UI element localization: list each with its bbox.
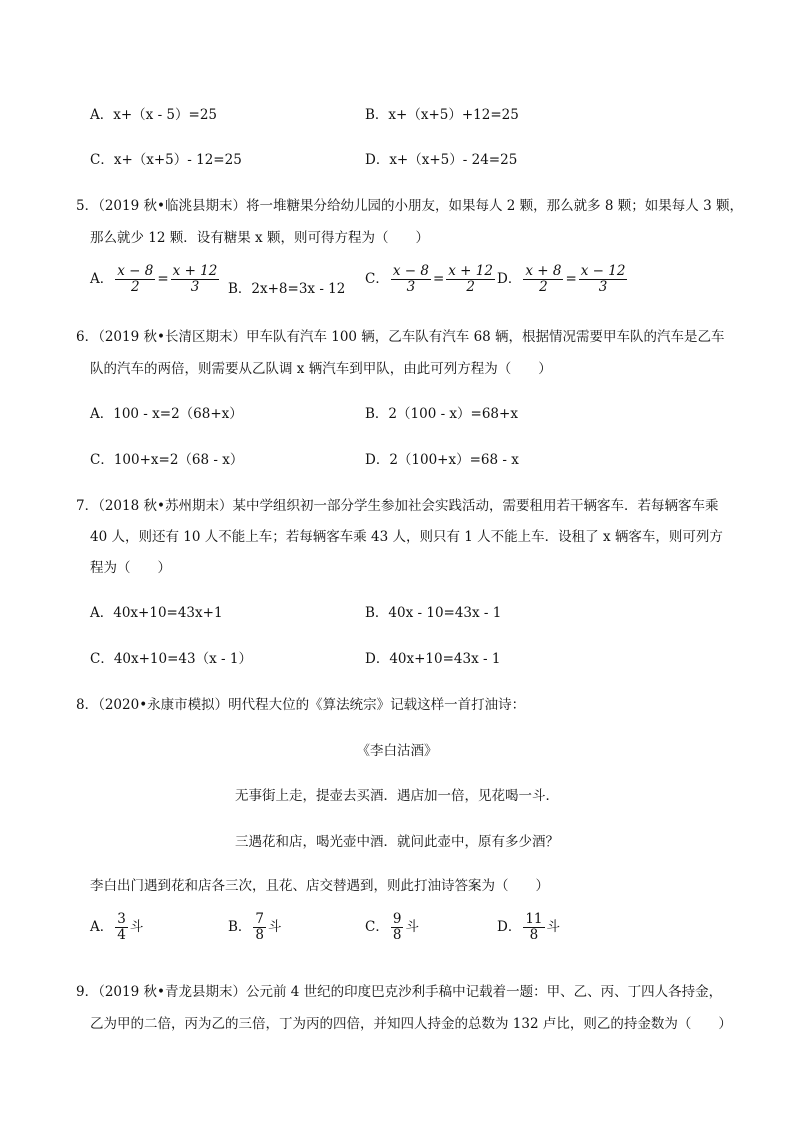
q5-option-a: A． $\frac{x - 8}{2}$ = $\frac{x + 12}{3}$ xyxy=(90,263,218,295)
q6-option-a: A．100 - x=2（68+x） xyxy=(90,406,243,422)
q7-stem-line1: 7．（2018 秋•苏州期末）某中学组织初一部分学生参加社会实践活动，需要租用若干辆客车．若每辆客车乘 xyxy=(76,498,719,514)
q5-a-frac2: $\frac{x + 12}{3}$ xyxy=(172,263,218,295)
q7-option-b: B．40x - 10=43x - 1 xyxy=(365,605,502,621)
q7-stem-line2: 40 人，则还有 10 人不能上车；若每辆客车乘 43 人，则只有 1 人不能上车．设租了 x 辆客车，则可列方 xyxy=(90,529,723,545)
q5-c-frac1: $\frac{x - 8}{3}$ xyxy=(392,263,429,295)
q6-option-c: C．100+x=2（68 - x） xyxy=(90,452,244,468)
q5-option-b: B．2x+8=3x - 12 xyxy=(228,281,346,297)
q8-option-d: D． $\frac{11}{8}$ 斗 xyxy=(497,911,561,943)
q6-stem-line1: 6．（2019 秋•长清区期末）甲车队有汽车 100 辆，乙车队有汽车 68 辆，根据情况需要甲车队的汽车是乙车 xyxy=(76,329,725,345)
poem-verse-2: 三遇花和店，喝光壶中酒．就问此壶中，原有多少酒？ xyxy=(235,834,559,850)
poem-title: 《李白沽酒》 xyxy=(356,743,438,759)
q8-option-b: B． $\frac{7}{8}$ 斗 xyxy=(228,911,282,943)
q5-a-frac1: $\frac{x - 8}{2}$ xyxy=(117,263,154,295)
q7-option-d: D．40x+10=43x - 1 xyxy=(365,651,501,667)
q4-option-a: A．x+（x - 5）=25 xyxy=(90,107,218,123)
q8-option-c: C． $\frac{9}{8}$ 斗 xyxy=(365,911,419,943)
q8-option-a: A． $\frac{3}{4}$ 斗 xyxy=(90,911,144,943)
q6-option-d: D．2（100+x）=68 - x xyxy=(365,452,519,468)
q5-option-c-label: C． xyxy=(365,271,389,287)
q5-stem-line2: 那么就少 12 颗．设有糖果 x 颗，则可得方程为（ ） xyxy=(90,230,429,246)
q5-option-d: D． $\frac{x + 8}{2}$ = $\frac{x - 12}{3}$ xyxy=(497,263,626,295)
q8-question: 李白出门遇到花和店各三次，且花、店交替遇到，则此打油诗答案为（ ） xyxy=(90,878,549,894)
q5-d-frac1: $\frac{x + 8}{2}$ xyxy=(525,263,562,295)
q4-option-b: B．x+（x+5）+12=25 xyxy=(365,107,519,123)
q9-stem-line2: 乙为甲的二倍，丙为乙的三倍，丁为丙的四倍，并知四人持金的总数为 132 卢比，则乙的持金数为（ ） xyxy=(90,1016,732,1032)
q8-c-fraction: $\frac{9}{8}$ xyxy=(392,911,402,943)
q8-a-fraction: $\frac{3}{4}$ xyxy=(117,911,126,943)
q8-b-fraction: $\frac{7}{8}$ xyxy=(255,911,265,943)
q7-stem-line3: 程为（ ） xyxy=(90,560,171,576)
q9-stem-line1: 9．（2019 秋•青龙县期末）公元前 4 世纪的印度巴克沙利手稿中记载着一题：甲、乙、丙、丁四人各持金， xyxy=(76,984,723,1000)
q5-stem-line1: 5．（2019 秋•临洮县期末）将一堆糖果分给幼儿园的小朋友，如果每人 2 颗，那么就多 8 颗；如果每人 3 颗， xyxy=(76,198,743,214)
q4-option-c: C．x+（x+5）- 12=25 xyxy=(90,152,242,168)
q7-option-c: C．40x+10=43（x - 1） xyxy=(90,651,252,667)
q5-option-a-label: A． xyxy=(90,271,114,287)
q5-d-frac2: $\frac{x - 12}{3}$ xyxy=(580,263,626,295)
q5-option-c: C． $\frac{x - 8}{3}$ = $\frac{x + 12}{2}$ xyxy=(365,263,493,295)
q5-option-d-label: D． xyxy=(497,271,522,287)
q6-option-b: B．2（100 - x）=68+x xyxy=(365,406,518,422)
q8-stem-line1: 8．（2020•永康市模拟）明代程大位的《算法统宗》记载这样一首打油诗： xyxy=(76,697,526,713)
q7-option-a: A．40x+10=43x+1 xyxy=(90,605,223,621)
q4-option-d: D．x+（x+5）- 24=25 xyxy=(365,152,518,168)
q5-c-frac2: $\frac{x + 12}{2}$ xyxy=(448,263,493,295)
poem-verse-1: 无事街上走，提壶去买酒．遇店加一倍，见花喝一斗． xyxy=(235,788,559,804)
q6-stem-line2: 队的汽车的两倍，则需要从乙队调 x 辆汽车到甲队，由此可列方程为（ ） xyxy=(90,361,552,377)
q8-d-fraction: $\frac{11}{8}$ xyxy=(525,911,543,943)
